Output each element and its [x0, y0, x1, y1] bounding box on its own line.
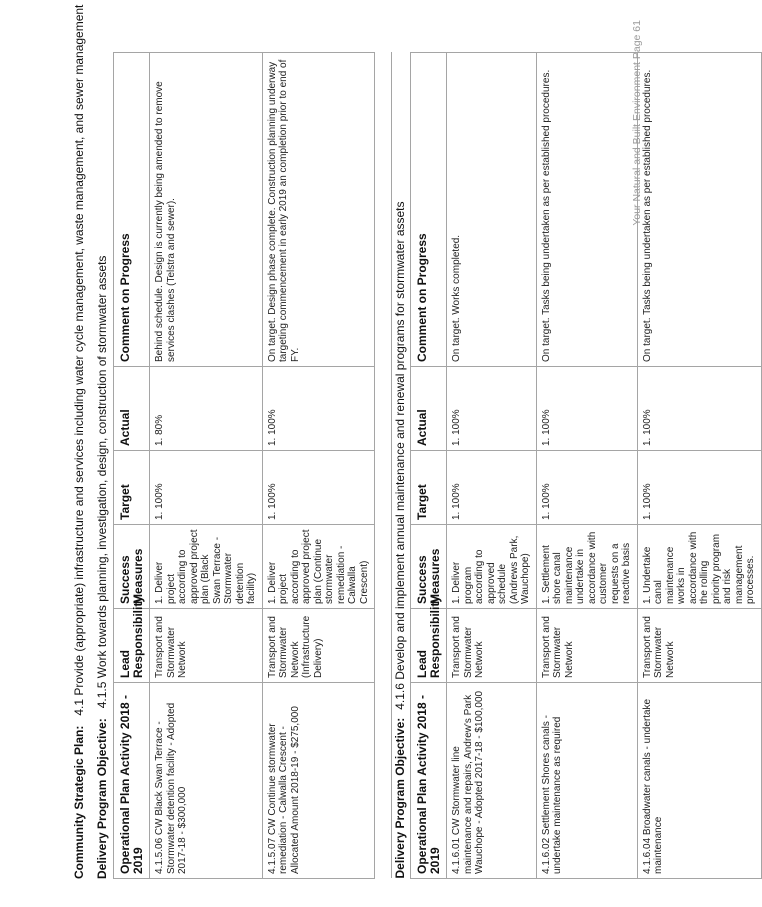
col-header-measures: Success Measures [114, 525, 150, 609]
table-row [447, 53, 537, 879]
table-row [536, 53, 637, 879]
activity-cell: 4.1.6.02 Settlement Shores canals - undertake maintenance as required [536, 683, 637, 879]
col-header-comment: Comment on Progress [114, 53, 150, 367]
col-header-actual: Actual [411, 367, 447, 451]
lead-cell: Transport and Stormwater Network [536, 609, 637, 683]
actual-cell: 1. 100% [536, 367, 637, 451]
table-header-row [114, 53, 150, 879]
col-header-comment: Comment on Progress [411, 53, 447, 367]
actual-cell: 1. 100% [262, 367, 375, 451]
comment-cell: Behind schedule. Design is currently being amended to remove services clashes (Telstra and sewer). [150, 53, 263, 367]
delivery-objective-label: Delivery Program Objective: [95, 718, 109, 879]
lead-cell: Transport and Stormwater Network [637, 609, 761, 683]
col-header-actual: Actual [114, 367, 150, 451]
table-row [637, 53, 761, 879]
target-cell: 1. 100% [536, 451, 637, 525]
actual-cell: 1. 100% [637, 367, 761, 451]
actual-cell: 1. 100% [447, 367, 537, 451]
delivery-objective-text: 4.1.6 Develop and implement annual maintenance and renewal programs for stormwater assets [393, 201, 407, 710]
measures-cell: 1. Undertake canal maintenance works in accordance with the rolling priority program and risk management processes. [637, 525, 761, 609]
col-header-target: Target [114, 451, 150, 525]
col-header-activity: Operational Plan Activity 2018 - 2019 [114, 683, 150, 879]
comment-cell: On target. Design phase complete. Construction planning underway targeting commencement in early 2019 an completion prior to end of FY. [262, 53, 375, 367]
lead-cell: Transport and Stormwater Network (Infrastructure Delivery) [262, 609, 375, 683]
delivery-objective-heading [95, 256, 109, 879]
measures-cell: 1. Deliver program according to approved schedule (Andrews Park, Wauchope) [447, 525, 537, 609]
section-gap [375, 53, 392, 879]
actual-cell: 1. 80% [150, 367, 263, 451]
page-footer: Your Natural and Built Environment Page 61 [631, 20, 643, 226]
community-plan-label: Community Strategic Plan: [72, 725, 86, 879]
col-header-lead: Lead Responsibility [114, 609, 150, 683]
delivery-objective-heading [392, 53, 411, 879]
activity-cell: 4.1.5.06 CW Black Swan Terrace - Stormwater detention facility - Adopted 2017-18 - $300,000 [150, 683, 263, 879]
target-cell: 1. 100% [447, 451, 537, 525]
delivery-objective-text: 4.1.5 Work towards planning, investigation, design, construction of stormwater assets [95, 255, 109, 709]
lead-cell: Transport and Stormwater Network [447, 609, 537, 683]
comment-cell: On target. Tasks being undertaken as per established procedures. [536, 53, 637, 367]
table-row [150, 53, 263, 879]
comment-cell: On target. Tasks being undertaken as per established procedures. [637, 53, 761, 367]
col-header-activity: Operational Plan Activity 2018 - 2019 [411, 683, 447, 879]
activity-cell: 4.1.6.04 Broadwater canals - undertake maintenance [637, 683, 761, 879]
activity-cell: 4.1.6.01 CW Stormwater line maintenance and repairs, Andrew's Park Wauchope - Adopted 2017-18 - $100,000 [447, 683, 537, 879]
target-cell: 1. 100% [637, 451, 761, 525]
table-header-row [411, 53, 447, 879]
target-cell: 1. 100% [150, 451, 263, 525]
col-header-measures: Success Measures [411, 525, 447, 609]
community-plan-text: 4.1 Provide (appropriate) infrastructure and services including water cycle management, waste management, and sewer management [72, 4, 86, 716]
col-header-target: Target [411, 451, 447, 525]
activity-cell: 4.1.5.07 CW Continue stormwater remediation - Calwalla Crescent - Allocated Amount 2018-19 - $275,000 [262, 683, 375, 879]
lead-cell: Transport and Stormwater Network [150, 609, 263, 683]
comment-cell: On target. Works completed. [447, 53, 537, 367]
activity-table [113, 52, 762, 879]
target-cell: 1. 100% [262, 451, 375, 525]
community-strategic-plan [72, 5, 86, 879]
measures-cell: 1. Deliver project according to approved project plan (Continue stormwater remediation - Calwalla Crescent) [262, 525, 375, 609]
col-header-lead: Lead Responsibility [411, 609, 447, 683]
measures-cell: 1. Settlement shore canal maintenance undertake in accordance with customer requests on a reactive basis [536, 525, 637, 609]
measures-cell: 1. Deliver project according to approved project plan (Black Swan Terrace - Stormwater detention facility) [150, 525, 263, 609]
delivery-objective-label: Delivery Program Objective: [393, 717, 407, 879]
table-row [262, 53, 375, 879]
